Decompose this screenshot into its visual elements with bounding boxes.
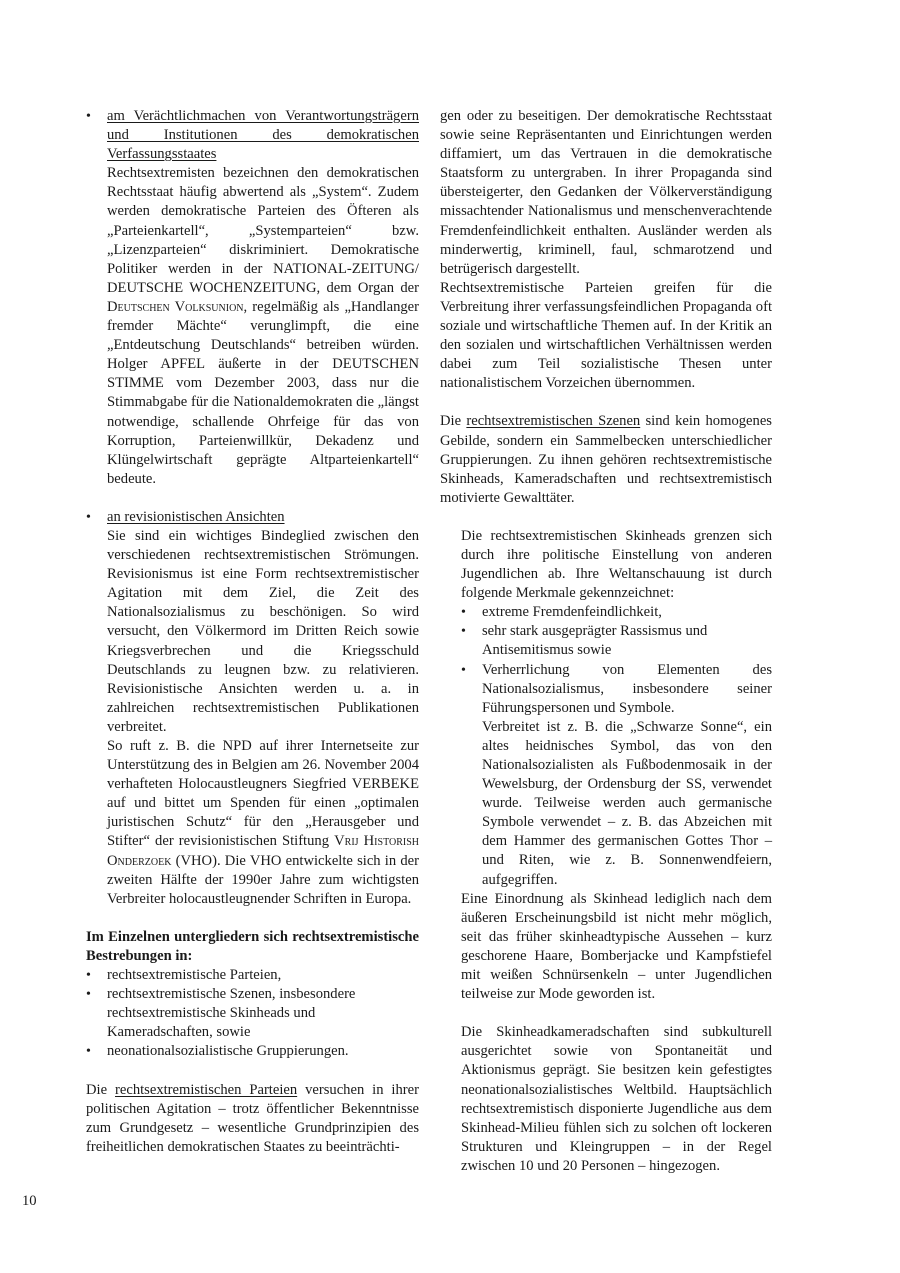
symbols-text: Verbreitet ist z. B. die „Schwarze Sonne“, ein altes heidnisches Symbol, das von den Nationalsozialisten als Fußbodenmosaik in der Wewelsburg, der Ordensburg der SS, verwendet wurde. Teilweise werden auch germanische Symbole verwendet – z. B. das Abzeichen mit dem Hammer des germanischen Gottes Thor – und Riten, wie z. B. Sonnenwendfeiern, aufgegriffen. — [482, 718, 772, 888]
bullet-revisionism-title: an revisionistischen Ansichten — [107, 508, 285, 525]
scenes-paragraph: Die rechtsextremistischen Szenen sind kein homogenes Gebilde, sondern ein Sammelbecken unterschiedlicher Gruppierungen. Zu ihnen gehören rechtsextremistische Skinheads, Kameradschaften und rechtsextremistisch motivierte Gewalttäter. — [440, 413, 772, 506]
org-vho: Vrij Historish Onderzoek — [107, 833, 419, 869]
list-item: • rechtsextremistische Parteien, — [86, 966, 419, 985]
list-item: • extreme Fremdenfeindlichkeit, — [461, 603, 772, 622]
skinhead-comradeships: Die Skinheadkameradschaften sind subkulturell ausgerichtet sowie von Spontaneität und Aktionismus geprägt. Sie besitzen kein gefestigtes neonationalsozialistisches Weltbild. Hauptsächlich rechtsextremistisch disponierte Jugendliche aus dem Skinhead-Milieu fühlen sich zu solchen oft lockeren Strukturen und Kleingruppen – in der Regel zwischen 10 und 20 Personen – hingezogen. — [461, 1024, 772, 1174]
list-item: • Verherrlichung von Elementen des Nationalsozialismus, insbesondere seiner Führungspersonen und Symbole. Verbreitet ist z. B. die „Schwarze Sonne“, ein altes heidnisches Symbol, das von den Nationalsozialisten als Fußbodenmosaik in der Wewelsburg, der Ordensburg der SS, verwendet wurde. Teilweise werden auch germanische Symbole verwendet – z. B. das Abzeichen mit dem Hammer des germanischen Gottes Thor – und Riten, wie z. B. Sonnenwendfeiern, aufgegriffen. — [461, 661, 772, 890]
bullet-contempt — [86, 107, 419, 489]
skinheads-features-list — [461, 603, 772, 889]
parties-propaganda: Rechtsextremistische Parteien greifen für die Verbreitung ihrer verfassungsfeindlichen Propaganda oft soziale und wirtschaftliche Themen auf. In der Kritik an den sozialen und wirtschaftlichen Verhältnissen werden dabei zum Teil sozialistische Thesen unter nationalistischem Vorzeichen übernommen. — [440, 279, 772, 392]
skinheads-appearance: Eine Einordnung als Skinhead lediglich nach dem äußeren Erscheinungsbild ist nicht mehr möglich, seit das früher skinheadtypische Aussehen – kurz geschorene Haare, Bomberjacke und Kampfstiefel mit weißen Schnürsenkeln – unter Jugendlichen teilweise zur Mode geworden ist. — [461, 890, 772, 1003]
scenes-term: rechtsextremistischen Szenen — [466, 413, 641, 430]
bullet-contempt-text: Rechtsextremisten bezeichnen den demokratischen Rechtsstaat häufig abwertend als „System“. Zudem werden demokratische Parteien des Öfteren als „Parteienkartell“, „Systemparteien“ bzw. „Lizenzparteien“ diskriminiert. Demokratische Politiker werden in der NATIONAL-ZEITUNG/ DEUTSCHE WOCHENZEITUNG, dem Organ der Deutschen Volksunion, regelmäßig als „Handlanger fremder Mächte“ verunglimpft, die eine „Entdeutschung Deutschlands“ betreiben würden. Holger APFEL äußerte in der DEUTSCHEN STIMME vom Dezember 2003, dass nur die Stimmabgabe für die Nationaldemokraten die „längst notwendige, schallende Ohrfeige für das von Korruption, Parteienwillkür, Dekadenz und Klüngelwirtschaft geprägte Altparteienkartell“ bedeute. — [107, 165, 420, 487]
org-dvu: Deutschen Volksunion — [107, 298, 244, 315]
parties-paragraph: Die rechtsextremistischen Parteien versuchen in ihrer politischen Agitation – trotz öffentlicher Bekenntnisse zum Grundgesetz – wesentliche Grundprinzipien des freiheitlichen demokratischen Staates zu beeinträchti- — [86, 1081, 419, 1155]
skinheads-intro: Die rechtsextremistischen Skinheads grenzen sich durch ihre politische Einstellung von anderen Jugendlichen ab. Ihre Weltanschauung ist durch folgende Merkmale gekennzeichnet: — [461, 527, 772, 602]
strivings-list — [86, 966, 419, 1061]
page-number: 10 — [22, 1193, 37, 1209]
bullet-revisionism-text: Sie sind ein wichtiges Bindeglied zwischen den verschiedenen rechtsextremistischen Strömungen. Revisionismus ist eine Form rechtsextremistischer Agitation mit dem Ziel, die Zeit des Nationalsozialismus zu beschönigen. So wird versucht, den Völkermord im Dritten Reich sowie Kriegsverbrechen und die Kriegsschuld Deutschlands zu leugnen bzw. zu relativieren. Revisionistische Ansichten werden u. a. in zahlreichen rechtsextremistischen Publikationen verbreitet. — [107, 527, 419, 735]
skinheads-block — [440, 527, 772, 1176]
list-item: • neonationalsozialistische Gruppierungen. — [86, 1042, 419, 1061]
list-item: • sehr stark ausgeprägter Rassismus und Antisemitismus sowie — [461, 622, 772, 660]
list-item: • rechtsextremistische Szenen, insbesondere rechtsextremistische Skinheads und Kameradschaften, sowie — [86, 985, 419, 1042]
bullet-revisionism-text2: So ruft z. B. die NPD auf ihrer Internetseite zur Unterstützung des in Belgien am 26. November 2004 verhafteten Holocaustleugners Siegfried VERBEKE auf und bittet um Spenden für einen „optimalen juristischen Schutz“ für den „Herausgeber und Stifter“ der revisionistischen Stiftung Vrij Historish Onderzoek (VHO). Die VHO entwickelte sich in der zweiten Hälfte der 1990er Jahre zum wichtigsten Verbreiter holocaustleugnender Schriften in Europa. — [107, 738, 419, 907]
bullet-contempt-title: am Verächtlichmachen von Verantwortungsträgern und Institutionen des demokratischen Verfassungsstaates — [107, 108, 419, 163]
left-column — [86, 107, 419, 1157]
section-heading: Im Einzelnen untergliedern sich rechtsextremistische Bestrebungen in: — [86, 928, 419, 964]
bullet-revisionism — [86, 508, 419, 909]
right-column — [440, 107, 772, 1176]
parties-term: rechtsextremistischen Parteien — [115, 1081, 298, 1098]
parties-continued: gen oder zu beseitigen. Der demokratische Rechtsstaat sowie seine Repräsentanten und Einrichtungen werden diffamiert, um das Vertrauen in die demokratische Staatsform zu untergraben. In ihrer Propaganda sind übersteigerter, den Gedanken der Völkerverständigung missachtender Nationalismus und menschenverachtende Fremdenfeindlichkeit enthalten. Ausländer werden als minderwertig, kriminell, faul, schmarotzend und betrügerisch dargestellt. — [440, 108, 772, 277]
